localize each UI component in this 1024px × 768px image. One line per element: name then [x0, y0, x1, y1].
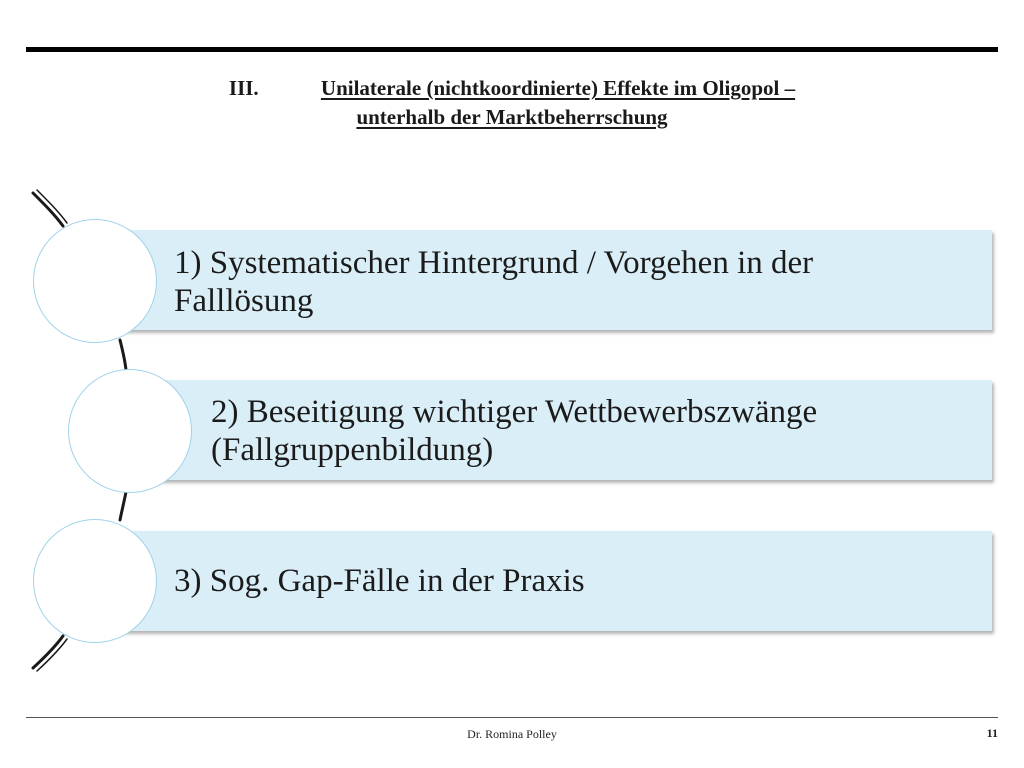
arc-segment-top-inner	[37, 190, 67, 223]
title-number: III.	[228, 76, 259, 100]
footer-author: Dr. Romina Polley	[467, 727, 557, 741]
arc-segment-lower	[120, 492, 126, 520]
list-item-3-text: 3) Sog. Gap-Fälle in der Praxis	[174, 563, 585, 599]
list-item-2-text: 2) Beseitigung wichtiger Wettbewerbszwänge (Fallgruppenbildung)	[211, 394, 818, 468]
title-text-1: Unilaterale (nichtkoordinierte) Effekte im Oligopol –	[320, 76, 796, 100]
list-item-1-text: 1) Systematischer Hintergrund / Vorgehen in der Falllösung	[174, 245, 814, 319]
title-text-2: unterhalb der Marktbeherrschung	[356, 105, 668, 129]
list-item-2-circle	[68, 369, 192, 493]
list-item-1-circle	[33, 219, 157, 343]
footer-rule	[26, 717, 998, 718]
page-number: 11	[986, 726, 998, 740]
list-item-3-circle	[33, 519, 157, 643]
arc-segment-bottom-inner	[37, 639, 67, 671]
arc-segment-upper	[120, 340, 126, 370]
arc-segment-bottom	[33, 636, 63, 668]
arc-segment-top	[33, 193, 63, 226]
